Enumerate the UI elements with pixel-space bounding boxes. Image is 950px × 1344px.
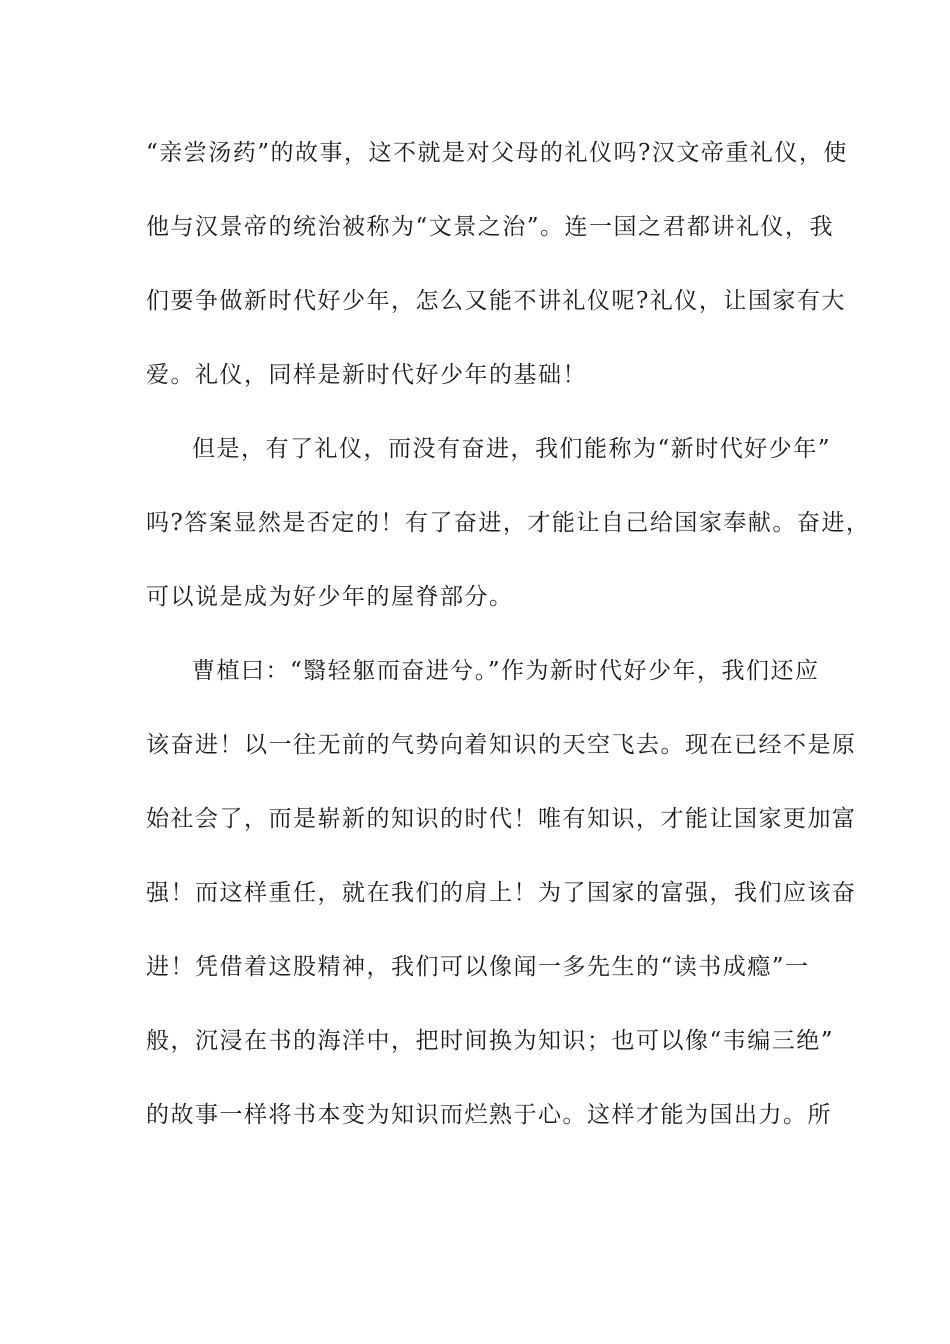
text-line: 强！而这样重任，就在我们的肩上！为了国家的富强，我们应该奋 — [146, 880, 857, 906]
text-line: 们要争做新时代好少年，怎么又能不讲礼仪呢?礼仪，让国家有大 — [146, 288, 846, 314]
text-line: 该奋进！以一往无前的气势向着知识的天空飞去。现在已经不是原 — [146, 732, 857, 758]
text-line: “亲尝汤药”的故事，这不就是对父母的礼仪吗?汉文帝重礼仪，使 — [146, 140, 848, 166]
text-line: 吗?答案显然是否定的！有了奋进，才能让自己给国家奉献。奋进， — [146, 510, 871, 536]
text-line: 进！凭借着这股精神，我们可以像闻一多先生的“读书成瘾”一 — [146, 954, 810, 980]
text-line: 始社会了，而是崭新的知识的时代！唯有知识，才能让国家更加富 — [146, 806, 857, 832]
paragraph-start-line: 但是，有了礼仪，而没有奋进，我们能称为“新时代好少年” — [192, 436, 832, 462]
paragraph-start-line: 曹植曰：“翳轻躯而奋进兮。”作为新时代好少年，我们还应 — [192, 658, 820, 684]
text-line: 爱。礼仪，同样是新时代好少年的基础！ — [146, 362, 587, 388]
text-line: 他与汉景帝的统治被称为“文景之治”。连一国之君都讲礼仪，我 — [146, 214, 835, 240]
text-line: 可以说是成为好少年的屋脊部分。 — [146, 584, 514, 610]
text-line: 般，沉浸在书的海洋中，把时间换为知识；也可以像“韦编三绝” — [146, 1028, 835, 1054]
text-line: 的故事一样将书本变为知识而烂熟于心。这样才能为国出力。所 — [146, 1102, 832, 1128]
body-text — [146, 130, 871, 1166]
